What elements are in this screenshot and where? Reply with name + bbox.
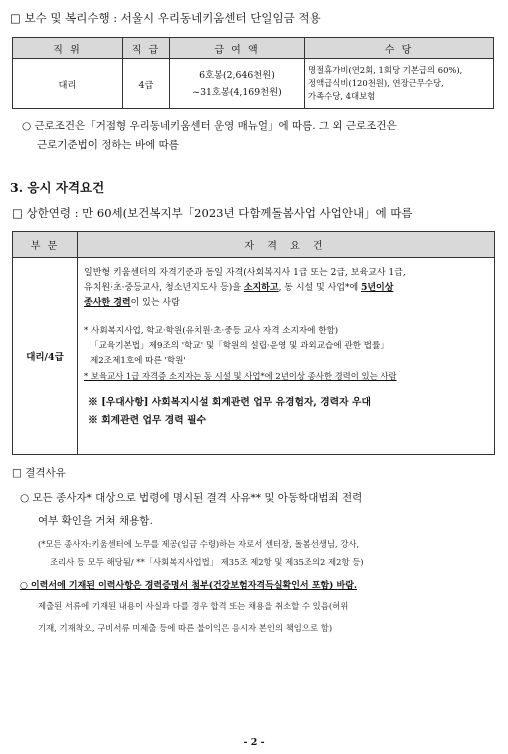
required-line: ※ 회계관련 업무 경력 필수 [88, 415, 207, 426]
header-position: 직 위 [13, 38, 123, 59]
qualification-table [12, 231, 495, 455]
req-experience: 종사한 경력 [84, 298, 131, 308]
req-line2 [84, 281, 490, 296]
req-line1: 일반형 키움센터의 자격기준과 동일 자격(사회복지사 1급 또는 2급, 보육교사 1급, [84, 268, 406, 278]
pay-heading: □ 보수 및 복리수행 : 서울시 우리동네키움센터 단일임금 적용 [10, 11, 321, 25]
work-condition-line2: 근로기준법이 정하는 바에 따름 [37, 139, 179, 151]
requirements-cell [78, 258, 495, 455]
note1-line3: 제2조제1호에 따른 '학원' [90, 356, 186, 366]
disqualification-line2: 여부 확인을 거쳐 채용함. [38, 515, 153, 527]
allowance-line3: 가족수당, 4대보험 [308, 91, 376, 101]
header-division: 부 문 [13, 232, 78, 258]
disqualification-heading: □ 결격사유 [12, 467, 66, 479]
req-line3 [84, 296, 490, 311]
header-salary: 급 여 액 [170, 38, 305, 59]
age-limit: □ 상한연령 : 만 60세(보건복지부「2023년 다함께돌봄사업 사업안내」에 따름 [12, 206, 413, 220]
disqualification-line1: ○ 모든 종사자* 대상으로 법령에 명시된 결격 사유** 및 아동학대범죄 전력 [20, 492, 363, 504]
resume-line3: 기재, 기재착오, 구비서류 미제출 등에 따른 불이익은 응시자 본인의 책임으로 함) [38, 623, 333, 633]
req-line3-tail: 이 있는 사람 [130, 298, 180, 308]
header-allowance: 수 당 [305, 38, 494, 59]
pay-table [12, 37, 494, 109]
division-cell: 대리/4급 [13, 258, 78, 455]
salary-line2: ~31호봉(4,169천원) [192, 86, 282, 98]
pay-table-row [13, 59, 494, 109]
page-number: - 2 - [243, 737, 265, 748]
req-line2-text: 유치원·초·중등교사, 청소년지도사 등)을 [84, 283, 244, 293]
note1-line2: 「교육기본법」제9조의 '학교' 및「학원의 설립·운영 및 과외교습에 관한 법률」 [90, 341, 389, 351]
work-condition-line1: ○ 근로조건은「거점형 우리동네키움센터 운영 매뉴얼」에 따름. 그 외 근로조건은 [22, 120, 397, 132]
header-requirements: 자 격 요 건 [78, 232, 495, 258]
allowance-line1: 명절휴가비(연2회, 1회당 기본급의 60%), [308, 65, 463, 75]
allowance-cell [305, 59, 494, 109]
qualification-table-header [13, 232, 495, 258]
req-line2-mid: , 동 시설 및 사업*에 [278, 283, 362, 293]
header-grade: 직 급 [123, 38, 170, 59]
position-cell: 대리 [13, 59, 123, 109]
note1-line1: * 사회복지사업, 학교·학원(유치원·초·중등 교사 자격 소지자에 한함) [84, 326, 339, 336]
req-holding: 소지하고 [243, 283, 279, 293]
resume-line2: 제출된 서류에 기재된 내용이 사실과 다를 경우 합격 또는 채용을 취소할 수 있음(허위 [38, 601, 349, 611]
note2-line1: * 보육교사 1급 자격증 소지자는 동 시설 및 사업*에 2년이상 종사한 경력이 있는 사람 [84, 371, 397, 381]
section-title: 3. 응시 자격요건 [10, 180, 105, 195]
pay-table-header [13, 38, 494, 59]
preference-line: ※ [우대사항] 사회복지시설 회계관련 업무 유경험자, 경력자 우대 [88, 397, 371, 408]
salary-cell [170, 59, 305, 109]
allowance-line2: 정액급식비(120천원), 연장근무수당, [308, 78, 444, 88]
req-years: 5년이상 [361, 283, 394, 293]
disqualification-note2: 조리사 등 모두 해당됨/ **「사회복지사업법」 제35조 제2항 및 제35조의2 제2항 등) [50, 557, 364, 567]
salary-line1: 6호봉(2,646천원) [199, 69, 275, 81]
resume-notice: ○ 이력서에 기재된 이력사항은 경력증명서 첨부(건강보험자격득실확인서 포함) 바람. [20, 581, 358, 591]
disqualification-note1: (*모든 종사자:키움센터에 노무를 제공(임금 수령)하는 자로서 센터장, 돌봄선생님, 강사, [38, 539, 360, 549]
grade-cell: 4급 [123, 59, 170, 109]
qualification-row [13, 258, 495, 455]
